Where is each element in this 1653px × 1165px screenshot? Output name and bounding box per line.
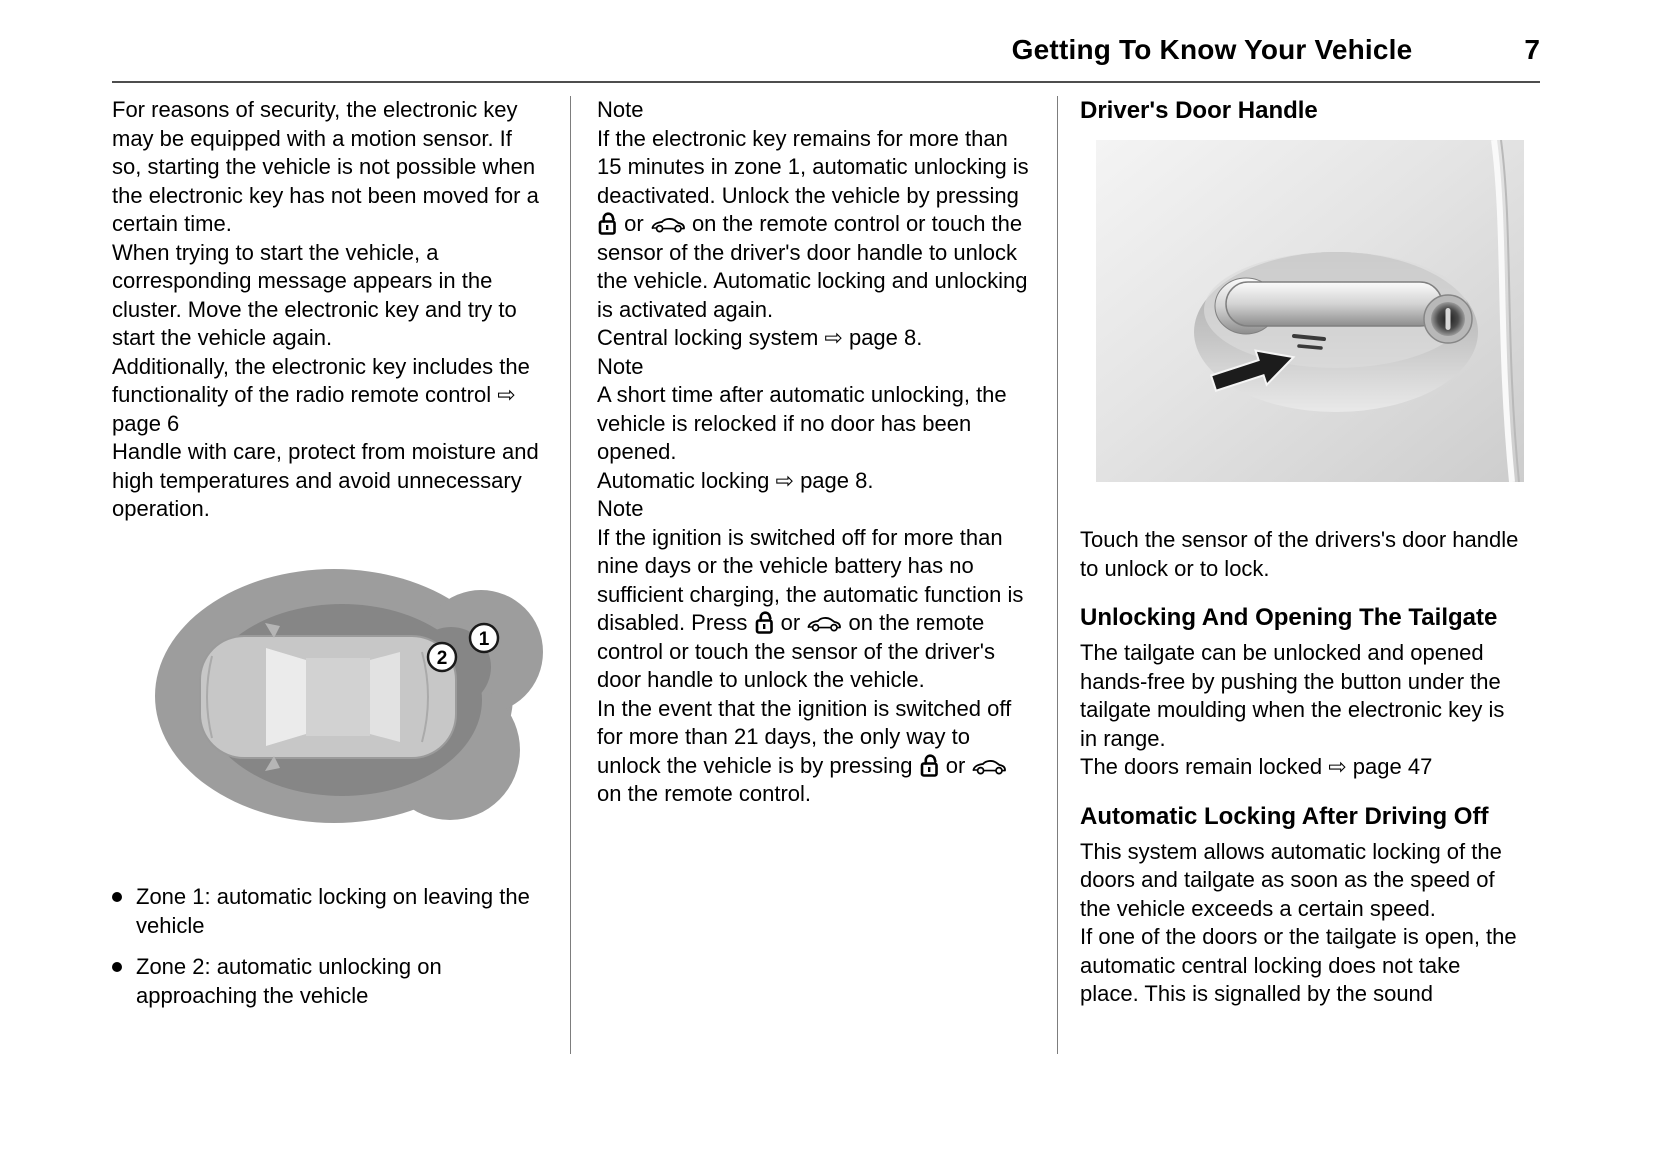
section-heading-tailgate: Unlocking And Opening The Tailgate bbox=[1080, 604, 1498, 631]
bullet-icon bbox=[112, 892, 122, 902]
car-remote-icon bbox=[806, 609, 842, 638]
note-text: or bbox=[780, 610, 801, 635]
zone-marker-2 bbox=[428, 643, 456, 671]
zones-figure bbox=[154, 560, 546, 826]
note-text: or bbox=[624, 211, 644, 236]
page-number: 7 bbox=[1524, 34, 1540, 65]
note-text: If the electronic key remains for more than 15 minutes in zone 1, automatic unlocking is deactivated. Unlock the vehicle by pressing bbox=[597, 125, 1029, 208]
key-cylinder bbox=[1424, 295, 1472, 343]
door-handle-figure bbox=[1096, 140, 1524, 482]
paragraph bbox=[597, 695, 1029, 809]
note-body bbox=[597, 524, 1029, 695]
column-middle bbox=[571, 96, 1057, 1054]
note-text: on the remote control or touch the sensor of the driver's door handle to unlock the vehicle. Automatic locking and unlocking is activated again. bbox=[597, 211, 1028, 322]
content-columns bbox=[112, 96, 1540, 1054]
note-text: on the remote control or touch the sensor of the driver's door handle to unlock the vehicle. bbox=[597, 610, 995, 692]
list-item bbox=[112, 882, 544, 940]
door-handle bbox=[1215, 278, 1442, 334]
note-label: Note bbox=[597, 97, 644, 122]
unlock-padlock-icon bbox=[919, 752, 940, 781]
note-body: A short time after automatic unlocking, the vehicle is relocked if no door has been opened. bbox=[597, 382, 1007, 464]
note-label: Note bbox=[597, 353, 644, 379]
paragraph: For reasons of security, the electronic key may be equipped with a motion sensor. If so, starting the vehicle is not possible when the electronic key has not been moved for a certain time. bbox=[112, 97, 539, 236]
list-item-text: Zone 1: automatic locking on leaving the vehicle bbox=[136, 883, 530, 938]
paragraph-text: on the remote control. bbox=[597, 781, 812, 806]
list-item-text: Zone 2: automatic unlocking on approaching the vehicle bbox=[136, 953, 442, 1008]
paragraph-xref: The doors remain locked ⇨ page 47 bbox=[1080, 754, 1433, 779]
column-left bbox=[112, 96, 570, 1054]
paragraph: Handle with care, protect from moisture and high temperatures and avoid unnecessary operation. bbox=[112, 439, 539, 521]
car-top-view bbox=[200, 623, 456, 771]
bullet-icon bbox=[112, 962, 122, 972]
paragraph-xref: Additionally, the electronic key includes the functionality of the radio remote control ⇨ page 6 bbox=[112, 353, 530, 436]
paragraph-text: In the event that the ignition is switched off for more than 21 days, the only way to unlock the vehicle is by pressing bbox=[597, 695, 1012, 778]
section-heading-auto-locking: Automatic Locking After Driving Off bbox=[1080, 802, 1489, 830]
zone-bullet-list bbox=[112, 882, 544, 1010]
page-header bbox=[112, 34, 1540, 83]
paragraph: If one of the doors or the tailgate is open, the automatic central locking does not take place. This is signalled by the sound bbox=[1080, 924, 1517, 1006]
zone-marker-1-label: 1 bbox=[478, 628, 490, 650]
note-body bbox=[597, 125, 1029, 325]
list-item bbox=[112, 952, 544, 1010]
cross-reference: Central locking system ⇨ page 8. bbox=[597, 325, 923, 350]
paragraph: Touch the sensor of the drivers's door handle to unlock or to lock. bbox=[1080, 527, 1519, 581]
cross-reference: Automatic locking ⇨ page 8. bbox=[597, 467, 874, 493]
paragraph: The tailgate can be unlocked and opened hands-free by pushing the button under the tailgate moulding when the electronic key is in range. bbox=[1080, 640, 1505, 751]
paragraph-text: or bbox=[945, 752, 966, 778]
paragraph: This system allows automatic locking of the doors and tailgate as soon as the speed of the vehicle exceeds a certain speed. bbox=[1080, 838, 1502, 921]
note-text: If the ignition is switched off for more than nine days or the vehicle battery has no sufficient charging, the automatic function is disabled. Press bbox=[597, 524, 1024, 635]
zone-marker-1 bbox=[470, 624, 498, 652]
section-heading-door-handle: Driver's Door Handle bbox=[1080, 97, 1318, 124]
paragraph: When trying to start the vehicle, a corresponding message appears in the cluster. Move the electronic key and try to start the vehicle again. bbox=[112, 239, 517, 350]
car-remote-icon bbox=[971, 752, 1007, 781]
note-label: Note bbox=[597, 496, 644, 521]
page-title: Getting To Know Your Vehicle bbox=[1011, 34, 1413, 65]
door-handle-illustration bbox=[1096, 140, 1524, 482]
unlock-padlock-icon bbox=[597, 210, 618, 239]
column-right bbox=[1058, 96, 1540, 1054]
car-remote-icon bbox=[650, 210, 686, 239]
zones-illustration bbox=[154, 560, 546, 826]
unlock-padlock-icon bbox=[754, 609, 775, 638]
zone-marker-2-label: 2 bbox=[436, 647, 448, 669]
